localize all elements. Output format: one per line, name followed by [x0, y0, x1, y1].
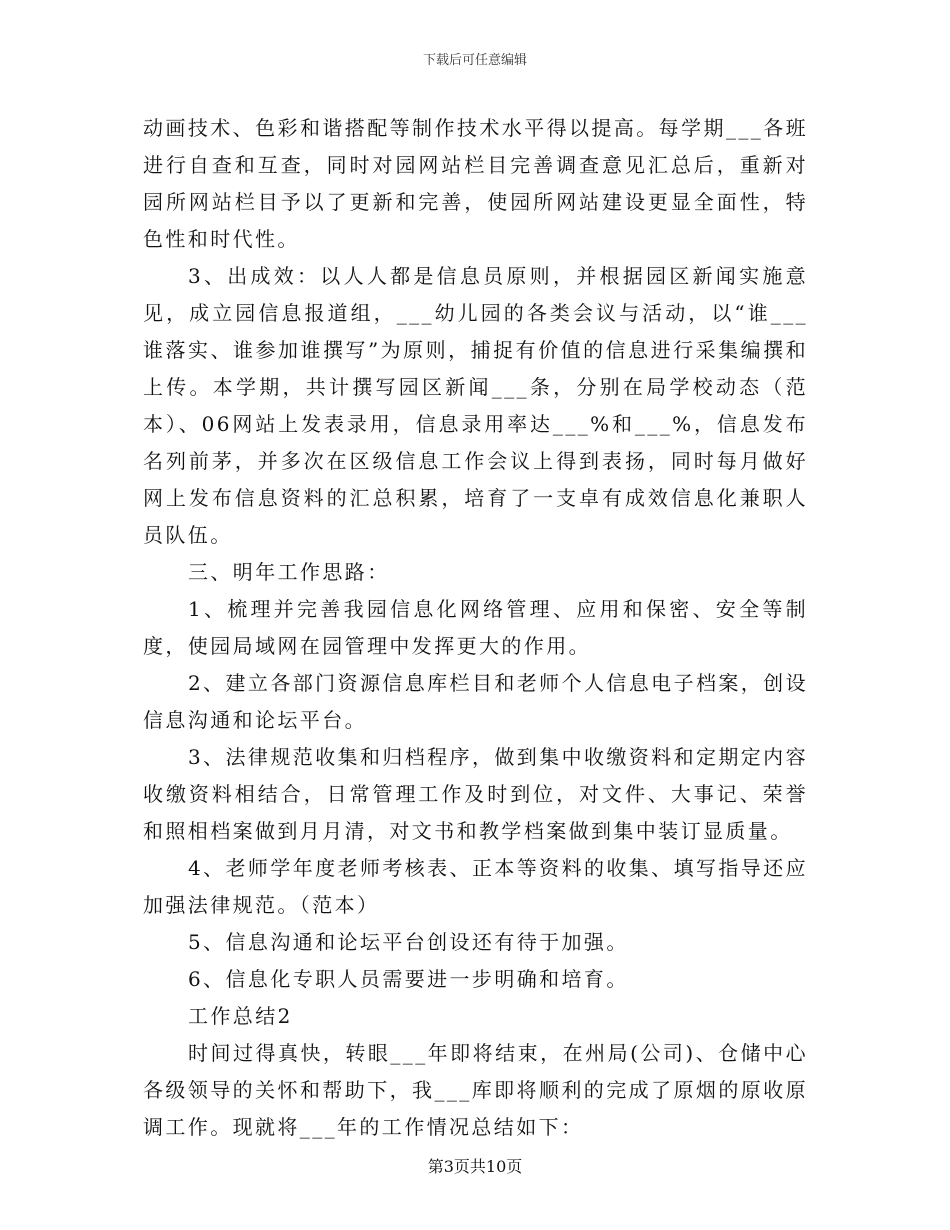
paragraph-plan-2: 2、建立各部门资源信息库栏目和老师个人信息电子档案，创设信息沟通和论坛平台。	[143, 671, 808, 732]
paragraph-2: 3、出成效：以人人都是信息员原则，并根据园区新闻实施意见，成立园信息报道组，___幼儿园的各类会议与活动，以“谁___谁落实、谁参加谁撰写”为原则，捕捉有价值的信息进行采集编撰和上传。本学期，共计撰写园区新闻___条，分别在局学校动态（范本）、06网站上发表录用，信息录用率达___%和___%，信息发布名列前茅，并多次在区级信息工作会议上得到表扬，同时每月做好网上发布信息资料的汇总积累，培育了一支卓有成效信息化兼职人员队伍。	[143, 264, 808, 547]
paragraph-plan-4: 4、老师学年度老师考核表、正本等资料的收集、填写指导还应加强法律规范。（范本）	[143, 856, 808, 917]
paragraph-summary-intro: 时间过得真快，转眼___年即将结束，在州局(公司)、仓储中心各级领导的关怀和帮助下，我___库即将顺利的完成了原烟的原收原调工作。现就将___年的工作情况总结如下：	[143, 1041, 808, 1139]
document-body	[143, 110, 808, 1146]
page-number-footer: 第3页共10页	[427, 1157, 523, 1176]
paragraph-plan-5: 5、信息沟通和论坛平台创设还有待于加强。	[188, 930, 629, 954]
paragraph-plan-1: 1、梳理并完善我园信息化网络管理、应用和保密、安全等制度，使园局域网在园管理中发挥更大的作用。	[143, 597, 808, 658]
paragraph-1: 动画技术、色彩和谐搭配等制作技术水平得以提高。每学期___各班进行自查和互查，同时对园网站栏目完善调查意见汇总后，重新对园所网站栏目予以了更新和完善，使园所网站建设更显全面性，特色性和时代性。	[143, 116, 808, 251]
page-header: 下载后可任意编辑	[422, 53, 527, 68]
section-heading-summary-2: 工作总结2	[188, 1004, 293, 1028]
paragraph-plan-3: 3、法律规范收集和归档程序，做到集中收缴资料和定期定内容收缴资料相结合，日常管理工作及时到位，对文件、大事记、荣誉和照相档案做到月月清，对文书和教学档案做到集中装订显质量。	[143, 745, 808, 843]
paragraph-plan-6: 6、信息化专职人员需要进一步明确和培育。	[188, 967, 629, 991]
section-heading-next-year-plan: 三、明年工作思路：	[188, 560, 390, 584]
